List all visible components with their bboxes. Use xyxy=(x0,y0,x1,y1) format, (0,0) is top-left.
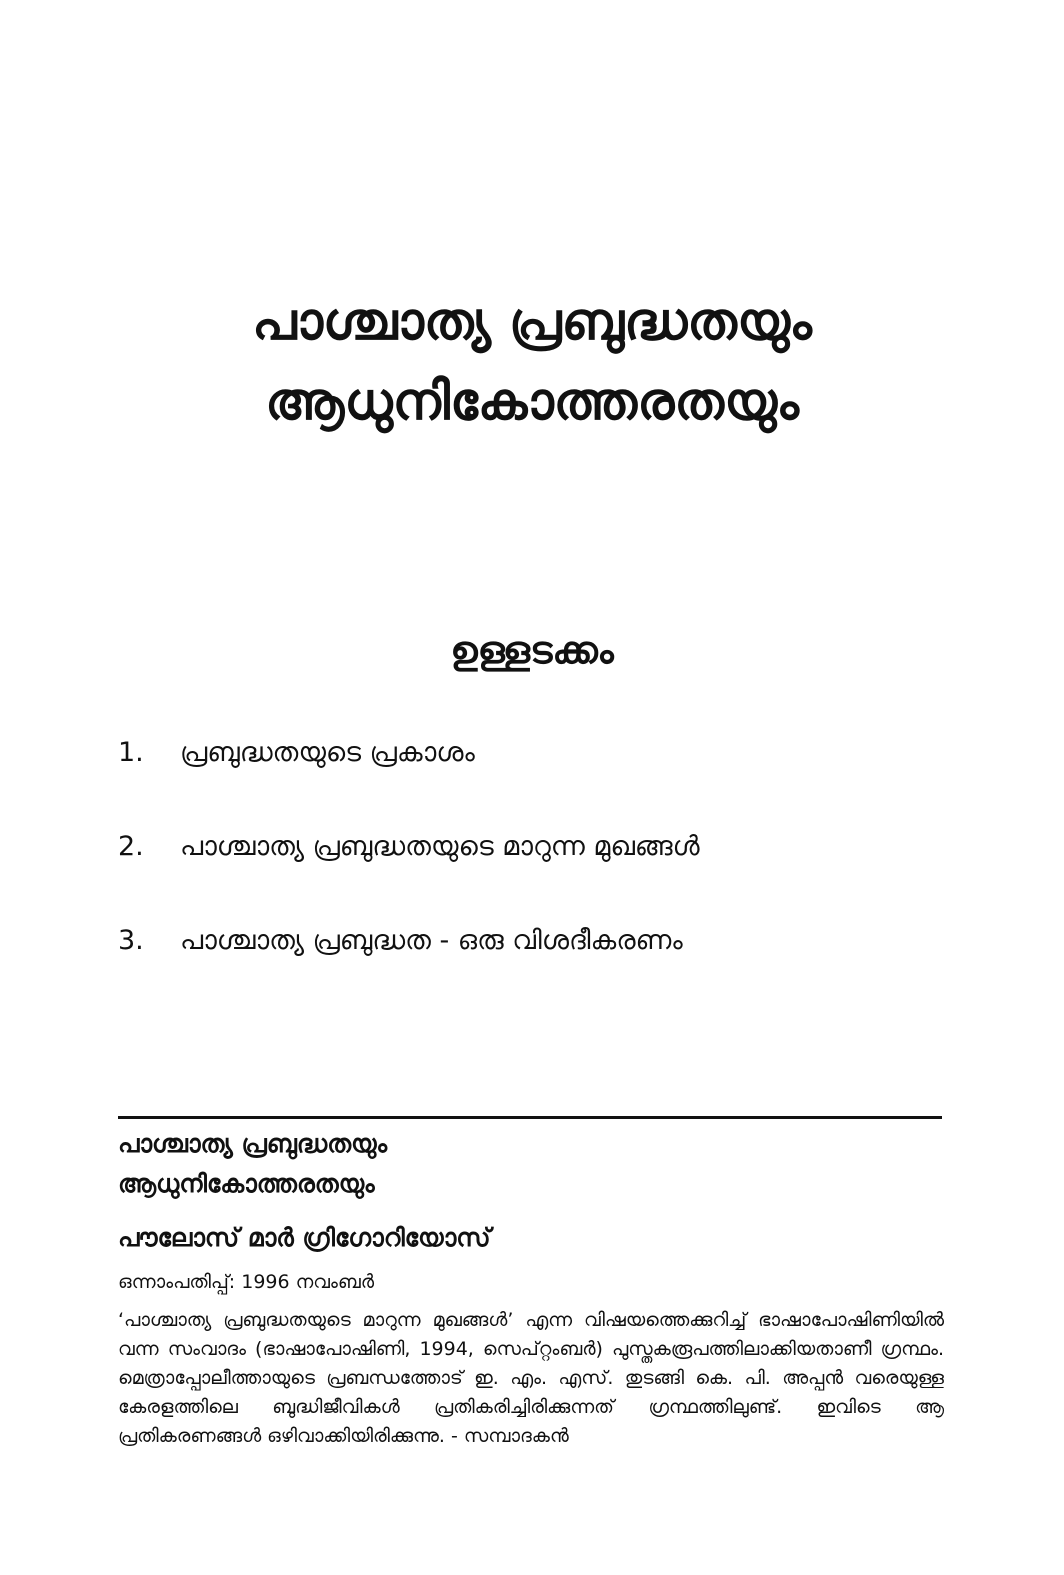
toc-item-label: പാശ്ചാത്യ പ്രബുദ്ധതയുടെ മാറുന്ന മുഖങ്ങള്‍ xyxy=(180,831,700,862)
imprint-title xyxy=(118,1124,944,1204)
imprint-author: പൗലോസ് മാര്‍ ഗ്രിഗോറിയോസ് xyxy=(118,1223,491,1252)
toc-item-number: 2. xyxy=(118,831,144,862)
book-title-line-2: ആധുനികോത്തരതയും xyxy=(265,372,799,432)
toc-item-label: പ്രബുദ്ധതയുടെ പ്രകാശം xyxy=(180,737,475,768)
toc-item-3 xyxy=(118,916,978,966)
imprint-title-line-1: പാശ്ചാത്യ പ്രബുദ്ധതയും xyxy=(118,1129,388,1158)
book-title-line-1: പാശ്ചാത്യ പ്രബുദ്ധതയും xyxy=(252,292,812,352)
toc-item-2 xyxy=(118,822,978,872)
toc-heading: ഉള്ളടക്കം xyxy=(450,628,614,672)
toc-item-1 xyxy=(118,728,978,778)
toc-item-number: 1. xyxy=(118,737,144,768)
imprint-divider xyxy=(118,1116,942,1119)
imprint-edition: ഒന്നാംപതിപ്പ്: 1996 നവംബര്‍ xyxy=(118,1271,375,1293)
toc-item-number: 3. xyxy=(118,925,144,956)
imprint-title-line-2: ആധുനികോത്തരതയും xyxy=(118,1169,375,1198)
book-title xyxy=(0,282,1064,442)
imprint-note: ‘പാശ്ചാത്യ പ്രബുദ്ധതയുടെ മാറുന്ന മുഖങ്ങള്‍’ എന്ന വിഷയത്തെക്കുറിച്ച് ഭാഷാപോഷിണിയില്‍ വന്ന സംവാദം (ഭാഷാപോഷിണി, 1994, സെപ്റ്റംബര്‍) പുസ്തകരൂപത്തിലാക്കിയതാണീ ഗ്രന്ഥം. മെത്രാപ്പോലീത്തായുടെ പ്രബന്ധത്തോട് ഇ. എം. എസ്. തുടങ്ങി കെ. പി. അപ്പന്‍ വരെയുള്ള കേരളത്തിലെ ബുദ്ധിജീവികള്‍ പ്രതികരിച്ചിരിക്കുന്നത് ഗ്രന്ഥത്തിലുണ്ട്. ഇവിടെ ആ പ്രതികരണങ്ങള്‍ ഒഴിവാക്കിയിരിക്കുന്നു. - സമ്പാദകന്‍ xyxy=(118,1309,944,1447)
imprint-block xyxy=(118,1124,944,1451)
toc-item-label: പാശ്ചാത്യ പ്രബുദ്ധത - ഒരു വിശദീകരണം xyxy=(180,925,683,956)
